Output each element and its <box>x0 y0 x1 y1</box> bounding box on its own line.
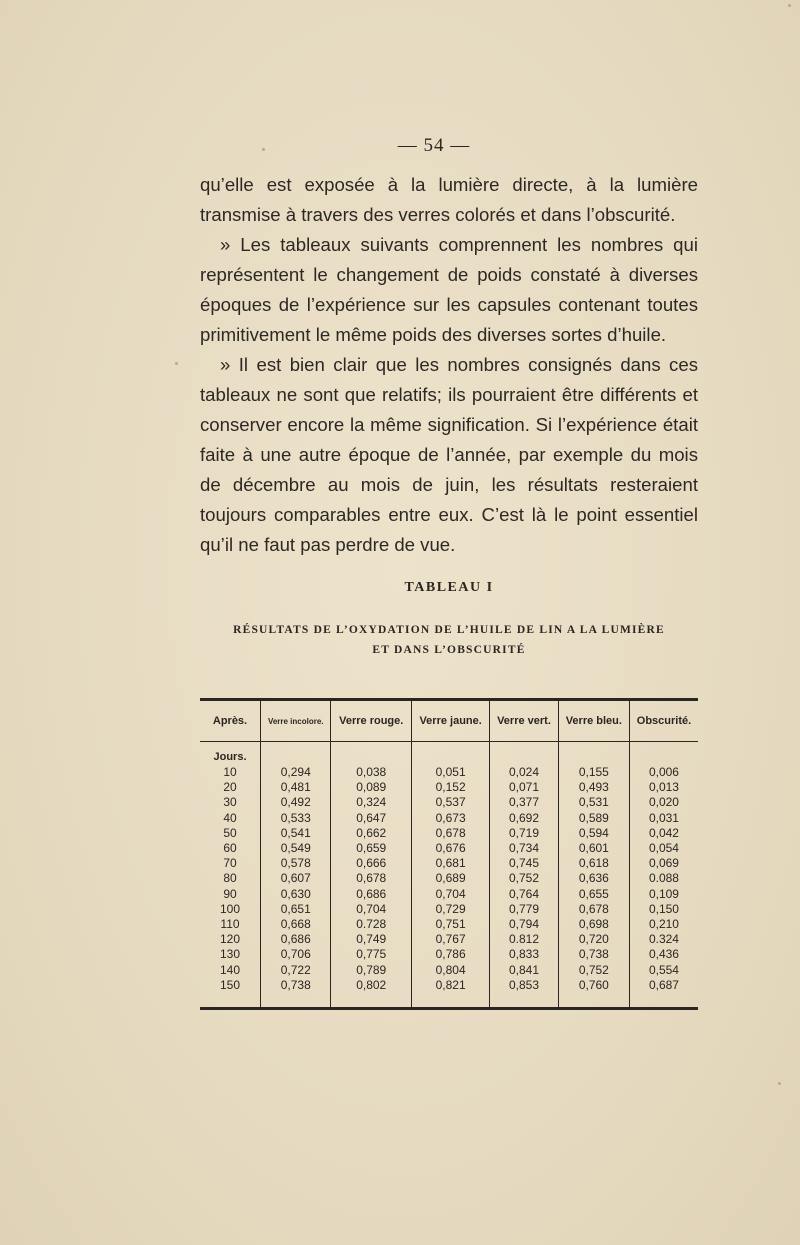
table-cell-value: 0,678 <box>558 902 629 917</box>
table-cell-value: 0,636 <box>558 871 629 886</box>
table-row <box>200 871 698 886</box>
table-cell-value: 0,659 <box>331 841 411 856</box>
unit-row <box>200 742 698 766</box>
body-text <box>200 170 698 560</box>
table-subtitle-line-1: RÉSULTATS DE L’OXYDATION DE L’HUILE DE LIN A LA LUMIÈRE <box>233 624 665 636</box>
table-cell-value: 0.324 <box>629 932 698 947</box>
table-cell-days: 50 <box>200 826 261 841</box>
table-cell-value: 0,493 <box>558 780 629 795</box>
table-body <box>200 742 698 1009</box>
table-cell-value: 0,618 <box>558 856 629 871</box>
table-row <box>200 826 698 841</box>
table-cell-value: 0,492 <box>261 795 331 810</box>
table-subtitle <box>200 620 698 660</box>
table-cell-days: 110 <box>200 917 261 932</box>
table-cell-value: 0,630 <box>261 887 331 902</box>
table-cell-value: 0,294 <box>261 765 331 780</box>
table-cell-value: 0,752 <box>490 871 558 886</box>
table-cell-value: 0,794 <box>490 917 558 932</box>
table-row <box>200 917 698 932</box>
table-cell-value: 0,013 <box>629 780 698 795</box>
table-cell-value: 0,786 <box>411 947 489 962</box>
table-cell-days: 10 <box>200 765 261 780</box>
table-row <box>200 932 698 947</box>
oxidation-results-table <box>200 698 698 1010</box>
table-cell-value: 0.728 <box>331 917 411 932</box>
table-cell-value: 0,764 <box>490 887 558 902</box>
table-cell-days: 130 <box>200 947 261 962</box>
paragraph-2: » Les tableaux suivants comprennent les nombres qui représentent le changement de poids constaté à diverses époques de l’expérience sur les capsules contenant toutes primitivement le même poids des diverses sortes d’huile. <box>200 234 698 345</box>
table-cell-value: 0.812 <box>490 932 558 947</box>
table-row <box>200 841 698 856</box>
paper-speck <box>262 148 265 151</box>
table-cell-value: 0,775 <box>331 947 411 962</box>
table-cell-value: 0,722 <box>261 962 331 977</box>
table-cell-days: 70 <box>200 856 261 871</box>
table-cell-value: 0,704 <box>331 902 411 917</box>
table-cell-value: 0,020 <box>629 795 698 810</box>
table-cell-value: 0,686 <box>261 932 331 947</box>
header-verre-jaune: Verre jaune. <box>411 700 489 742</box>
table-cell-value: 0,071 <box>490 780 558 795</box>
table-cell-value: 0,833 <box>490 947 558 962</box>
table-cell-value: 0,681 <box>411 856 489 871</box>
table-cell-value: 0,024 <box>490 765 558 780</box>
table-cell-value: 0,155 <box>558 765 629 780</box>
table-cell-value: 0,676 <box>411 841 489 856</box>
header-verre-incolore: Verre incolore. <box>261 700 331 742</box>
table-cell-value: 0,662 <box>331 826 411 841</box>
table-cell-value: 0,436 <box>629 947 698 962</box>
table-cell-value: 0,689 <box>411 871 489 886</box>
table-cell-value: 0,698 <box>558 917 629 932</box>
table-cell-days: 150 <box>200 978 261 1009</box>
table-cell-value: 0,706 <box>261 947 331 962</box>
table-cell-value: 0,751 <box>411 917 489 932</box>
table-cell-value: 0,054 <box>629 841 698 856</box>
table-row <box>200 902 698 917</box>
table-cell-value: 0,719 <box>490 826 558 841</box>
table-cell-value: 0,779 <box>490 902 558 917</box>
table-row <box>200 962 698 977</box>
header-verre-bleu: Verre bleu. <box>558 700 629 742</box>
table-cell-value: 0,607 <box>261 871 331 886</box>
table-cell-value: 0,038 <box>331 765 411 780</box>
table-cell-value: 0,686 <box>331 887 411 902</box>
table-cell-value: 0,152 <box>411 780 489 795</box>
table-cell-value: 0,150 <box>629 902 698 917</box>
unit-label: Jours. <box>200 742 261 766</box>
table-cell-value: 0,531 <box>558 795 629 810</box>
table-cell-days: 20 <box>200 780 261 795</box>
table-cell-value: 0,089 <box>331 780 411 795</box>
table-cell-value: 0,578 <box>261 856 331 871</box>
table-cell-value: 0,042 <box>629 826 698 841</box>
table-cell-value: 0,601 <box>558 841 629 856</box>
table-cell-value: 0,554 <box>629 962 698 977</box>
header-apres: Après. <box>200 700 261 742</box>
table-row <box>200 780 698 795</box>
table-cell-value: 0,210 <box>629 917 698 932</box>
table-cell-value: 0,729 <box>411 902 489 917</box>
table-cell-value: 0,821 <box>411 978 489 1009</box>
header-verre-rouge: Verre rouge. <box>331 700 411 742</box>
table-cell-value: 0,749 <box>331 932 411 947</box>
table-cell-value: 0,481 <box>261 780 331 795</box>
table-cell-value: 0,687 <box>629 978 698 1009</box>
table-cell-value: 0,594 <box>558 826 629 841</box>
table-cell-days: 100 <box>200 902 261 917</box>
table-cell-value: 0,541 <box>261 826 331 841</box>
table-cell-value: 0,752 <box>558 962 629 977</box>
table-cell-value: 0,673 <box>411 811 489 826</box>
table-cell-value: 0,647 <box>331 811 411 826</box>
table-cell-value: 0.088 <box>629 871 698 886</box>
table-cell-value: 0,841 <box>490 962 558 977</box>
table-row <box>200 795 698 810</box>
table-header-row <box>200 700 698 742</box>
table-cell-value: 0,745 <box>490 856 558 871</box>
table-cell-value: 0,734 <box>490 841 558 856</box>
table-cell-value: 0,704 <box>411 887 489 902</box>
table-cell-value: 0,760 <box>558 978 629 1009</box>
paper-speck <box>175 362 178 365</box>
table-cell-value: 0,031 <box>629 811 698 826</box>
table-cell-value: 0,678 <box>331 871 411 886</box>
table-row <box>200 811 698 826</box>
table-cell-days: 30 <box>200 795 261 810</box>
table-row <box>200 856 698 871</box>
table-cell-value: 0,804 <box>411 962 489 977</box>
header-obscurite: Obscurité. <box>629 700 698 742</box>
table-cell-value: 0,738 <box>261 978 331 1009</box>
table-cell-value: 0,589 <box>558 811 629 826</box>
table-cell-value: 0,006 <box>629 765 698 780</box>
table-cell-days: 140 <box>200 962 261 977</box>
table-cell-days: 120 <box>200 932 261 947</box>
table-cell-days: 90 <box>200 887 261 902</box>
table-cell-value: 0,549 <box>261 841 331 856</box>
table-cell-value: 0,767 <box>411 932 489 947</box>
table-cell-value: 0,853 <box>490 978 558 1009</box>
table-cell-days: 60 <box>200 841 261 856</box>
table-cell-value: 0,537 <box>411 795 489 810</box>
table-cell-value: 0,109 <box>629 887 698 902</box>
table-row <box>200 947 698 962</box>
table-cell-value: 0,668 <box>261 917 331 932</box>
table-title: TABLEAU I <box>404 580 494 595</box>
paper-speck <box>778 1082 781 1085</box>
table-cell-value: 0,692 <box>490 811 558 826</box>
paragraph-3: » Il est bien clair que les nombres consignés dans ces tableaux ne sont que relatifs; ils pourraient être différents et conserver encore la même signification. Si l’expérience était faite à une autre époque de l’année, par exemple du mois de décembre au mois de juin, les résultats resteraient toujours comparables entre eux. C’est là le point essentiel qu’il ne faut pas perdre de vue. <box>200 354 698 555</box>
page-number: — 54 — <box>397 135 471 156</box>
table-cell-value: 0,666 <box>331 856 411 871</box>
table-cell-value: 0,324 <box>331 795 411 810</box>
table-cell-days: 80 <box>200 871 261 886</box>
table-cell-value: 0,069 <box>629 856 698 871</box>
paragraph-1: qu’elle est exposée à la lumière directe, à la lumière transmise à travers des verres colorés et dans l’obscurité. <box>200 174 698 225</box>
table-cell-value: 0,651 <box>261 902 331 917</box>
table-cell-value: 0,655 <box>558 887 629 902</box>
table-subtitle-line-2: ET DANS L’OBSCURITÉ <box>372 644 526 656</box>
table-cell-days: 40 <box>200 811 261 826</box>
paper-speck <box>788 4 791 7</box>
table-cell-value: 0,738 <box>558 947 629 962</box>
table-cell-value: 0,802 <box>331 978 411 1009</box>
header-verre-vert: Verre vert. <box>490 700 558 742</box>
table-row <box>200 887 698 902</box>
table-cell-value: 0,377 <box>490 795 558 810</box>
table-cell-value: 0,051 <box>411 765 489 780</box>
table-row <box>200 765 698 780</box>
table-cell-value: 0,720 <box>558 932 629 947</box>
table-row <box>200 978 698 1009</box>
table-cell-value: 0,533 <box>261 811 331 826</box>
table-cell-value: 0,789 <box>331 962 411 977</box>
table-cell-value: 0,678 <box>411 826 489 841</box>
